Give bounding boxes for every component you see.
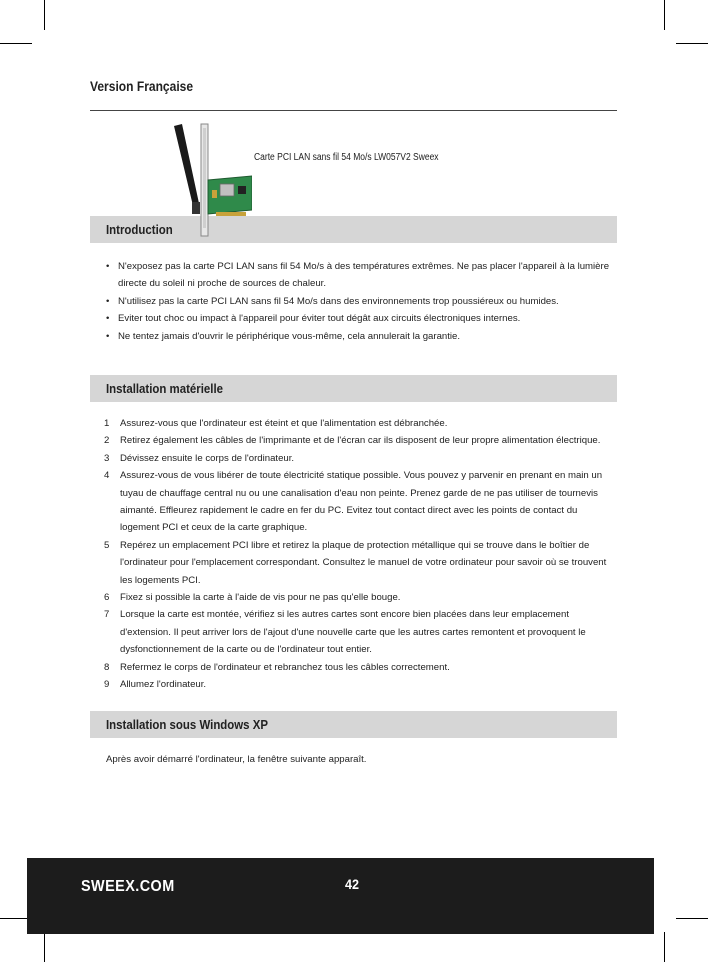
list-item: [90, 258, 617, 293]
bullet-icon: •: [106, 295, 110, 307]
language-title: Version Française: [90, 78, 194, 94]
crop-mark: [0, 43, 32, 44]
list-item: [90, 606, 617, 658]
bullet-icon: •: [106, 261, 110, 272]
list-item: [90, 676, 617, 693]
page-number: 42: [345, 876, 360, 892]
step-text: Assurez-vous que l'ordinateur est éteint et que l'alimentation est débranchée.: [120, 418, 448, 429]
list-item: [90, 537, 617, 589]
step-text: Refermez le corps de l'ordinateur et rebranchez tous les câbles correctement.: [120, 661, 450, 673]
bullet-icon: •: [106, 313, 110, 325]
bullet-text: Ne tentez jamais d'ouvrir le périphérique vous-même, cela annulerait la garantie.: [118, 330, 461, 342]
section-bar-windows: [90, 711, 617, 738]
bullet-text: N'utilisez pas la carte PCI LAN sans fil 54 Mo/s dans des environnements trop poussiéreux ou humides.: [118, 295, 559, 307]
crop-mark: [676, 918, 708, 919]
page-footer: [27, 858, 654, 934]
list-item: [90, 432, 617, 449]
step-text: Assurez-vous de vous libérer de toute électricité statique possible. Vous pouvez y parvenir en prenant en main un tuyau de chauffage central nu ou une canalisation d'eau non peinte. Prenez garde de ne pas utiliser de tournevis aimanté. Effleurez rapidement le cadre en fer du PC. Evitez tout contact direct avec les points de contact du logement PCI et ceux de la carte graphique.: [120, 470, 603, 534]
step-number: 3: [104, 452, 110, 464]
step-text: Fixez si possible la carte à l'aide de vis pour ne pas qu'elle bouge.: [120, 592, 401, 604]
crop-mark: [664, 0, 665, 30]
hardware-steps: [90, 415, 617, 694]
bullet-text: N'exposez pas la carte PCI LAN sans fil 54 Mo/s à des températures extrêmes. Ne pas placer l'appareil à la lumière directe du soleil ni proche de sources de chaleur.: [118, 261, 610, 290]
brand-logo: SWEEX.COM: [81, 878, 175, 895]
step-text: Retirez également les câbles de l'imprimante et de l'écran car ils disposent de leur propre alimentation électrique.: [120, 435, 601, 447]
list-item: [90, 589, 617, 606]
list-item: [90, 293, 617, 310]
crop-mark: [664, 932, 665, 962]
step-number: 7: [104, 609, 110, 621]
section-title: Installation sous Windows XP: [106, 717, 268, 732]
section-title: Installation matérielle: [106, 381, 223, 396]
crop-mark: [676, 43, 708, 44]
step-number: 1: [104, 418, 110, 429]
step-text: Repérez un emplacement PCI libre et retirez la plaque de protection métallique qui se trouve dans le boîtier de l'ordinateur pour l'emplacement correspondant. Consultez le manuel de votre ordinateur pour savoir où se trouvent les logements PCI.: [120, 539, 607, 586]
step-number: 8: [104, 661, 110, 673]
step-text: Lorsque la carte est montée, vérifiez si les autres cartes sont encore bien placées dans leur emplacement d'extension. Il peut arriver lors de l'ajout d'une nouvelle carte que les autres cartes remontent et provoquent le dysfonctionnement de la carte ou de l'ordinateur tout entier.: [120, 609, 586, 656]
list-item: [90, 450, 617, 467]
step-number: 5: [104, 539, 110, 551]
list-item: [90, 310, 617, 327]
step-number: 6: [104, 592, 110, 604]
bullet-icon: •: [106, 330, 110, 342]
step-text: Allumez l'ordinateur.: [120, 679, 207, 691]
pci-card-image: [160, 118, 252, 242]
step-text: Dévissez ensuite le corps de l'ordinateur.: [120, 452, 295, 464]
crop-mark: [44, 0, 45, 30]
step-number: 2: [104, 435, 110, 447]
section-title: Introduction: [106, 222, 173, 237]
step-number: 9: [104, 679, 110, 691]
windows-intro-text: Après avoir démarré l'ordinateur, la fenêtre suivante apparaît.: [106, 754, 367, 765]
crop-mark: [44, 932, 45, 962]
list-item: [90, 659, 617, 676]
section-bar-hardware: [90, 375, 617, 402]
list-item: [90, 415, 617, 432]
list-item: [90, 467, 617, 537]
header-divider: [90, 110, 617, 111]
introduction-bullets: [90, 258, 617, 345]
step-number: 4: [104, 470, 110, 482]
bullet-text: Eviter tout choc ou impact à l'appareil pour éviter tout dégât aux circuits électroniques internes.: [118, 313, 521, 325]
product-caption: Carte PCI LAN sans fil 54 Mo/s LW057V2 Sweex: [254, 152, 439, 163]
list-item: [90, 328, 617, 345]
